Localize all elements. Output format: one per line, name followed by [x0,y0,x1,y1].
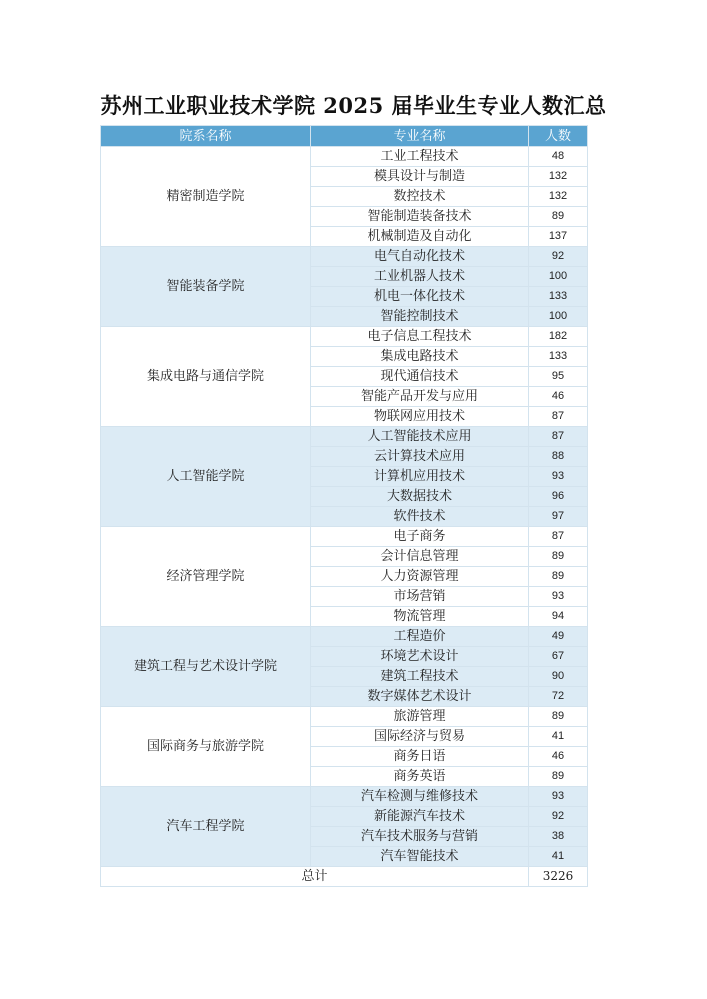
major-name: 智能制造装备技术 [311,207,529,227]
major-name: 商务英语 [311,767,529,787]
graduate-count: 100 [529,307,588,327]
graduate-count: 132 [529,167,588,187]
graduate-count: 133 [529,347,588,367]
college-name: 经济管理学院 [101,527,311,627]
header-college: 院系名称 [101,126,311,147]
graduate-count: 87 [529,527,588,547]
graduate-count: 49 [529,627,588,647]
graduate-count: 38 [529,827,588,847]
college-name: 集成电路与通信学院 [101,327,311,427]
table-row [101,147,588,167]
major-name: 数控技术 [311,187,529,207]
graduate-count: 182 [529,327,588,347]
graduate-count: 41 [529,847,588,867]
graduate-count: 132 [529,187,588,207]
major-name: 新能源汽车技术 [311,807,529,827]
table-header-row [101,126,588,147]
major-name: 电子商务 [311,527,529,547]
graduate-count: 46 [529,747,588,767]
major-name: 汽车技术服务与营销 [311,827,529,847]
major-name: 商务日语 [311,747,529,767]
major-name: 市场营销 [311,587,529,607]
major-name: 汽车智能技术 [311,847,529,867]
graduate-count: 100 [529,267,588,287]
major-name: 智能控制技术 [311,307,529,327]
college-name: 精密制造学院 [101,147,311,247]
major-name: 国际经济与贸易 [311,727,529,747]
total-label: 总计 [101,867,529,887]
header-major: 专业名称 [311,126,529,147]
graduate-count: 89 [529,547,588,567]
graduate-count: 89 [529,567,588,587]
graduate-count: 93 [529,467,588,487]
table-row [101,707,588,727]
graduate-count: 94 [529,607,588,627]
major-name: 建筑工程技术 [311,667,529,687]
graduate-count: 67 [529,647,588,667]
graduate-count: 72 [529,687,588,707]
table-row [101,247,588,267]
major-name: 人工智能技术应用 [311,427,529,447]
major-name: 工程造价 [311,627,529,647]
major-name: 旅游管理 [311,707,529,727]
major-name: 计算机应用技术 [311,467,529,487]
graduate-count: 133 [529,287,588,307]
college-name: 智能装备学院 [101,247,311,327]
graduate-count: 46 [529,387,588,407]
graduate-count: 89 [529,707,588,727]
major-name: 云计算技术应用 [311,447,529,467]
graduate-count: 89 [529,767,588,787]
major-name: 工业工程技术 [311,147,529,167]
header-count: 人数 [529,126,588,147]
table-row [101,527,588,547]
college-name: 国际商务与旅游学院 [101,707,311,787]
graduate-count: 90 [529,667,588,687]
major-name: 物流管理 [311,607,529,627]
graduate-count: 96 [529,487,588,507]
graduate-count: 95 [529,367,588,387]
college-name: 汽车工程学院 [101,787,311,867]
graduate-count: 87 [529,427,588,447]
total-row [101,867,588,887]
graduate-count: 89 [529,207,588,227]
major-name: 电气自动化技术 [311,247,529,267]
graduates-table [100,125,588,887]
graduate-count: 87 [529,407,588,427]
college-name: 建筑工程与艺术设计学院 [101,627,311,707]
major-name: 机电一体化技术 [311,287,529,307]
table-row [101,787,588,807]
graduate-count: 88 [529,447,588,467]
major-name: 机械制造及自动化 [311,227,529,247]
major-name: 物联网应用技术 [311,407,529,427]
major-name: 电子信息工程技术 [311,327,529,347]
major-name: 人力资源管理 [311,567,529,587]
graduate-count: 93 [529,787,588,807]
major-name: 环境艺术设计 [311,647,529,667]
major-name: 会计信息管理 [311,547,529,567]
table-row [101,427,588,447]
graduate-count: 48 [529,147,588,167]
graduate-count: 92 [529,247,588,267]
major-name: 汽车检测与维修技术 [311,787,529,807]
graduate-count: 41 [529,727,588,747]
graduate-count: 92 [529,807,588,827]
page-title: 苏州工业职业技术学院 2025 届毕业生专业人数汇总 [100,93,607,118]
major-name: 软件技术 [311,507,529,527]
major-name: 智能产品开发与应用 [311,387,529,407]
major-name: 大数据技术 [311,487,529,507]
major-name: 模具设计与制造 [311,167,529,187]
table-row [101,627,588,647]
graduate-count: 97 [529,507,588,527]
table-body [101,147,588,867]
total-value: 3226 [529,867,588,887]
graduate-count: 137 [529,227,588,247]
college-name: 人工智能学院 [101,427,311,527]
major-name: 工业机器人技术 [311,267,529,287]
table-row [101,327,588,347]
graduate-count: 93 [529,587,588,607]
major-name: 现代通信技术 [311,367,529,387]
major-name: 集成电路技术 [311,347,529,367]
major-name: 数字媒体艺术设计 [311,687,529,707]
